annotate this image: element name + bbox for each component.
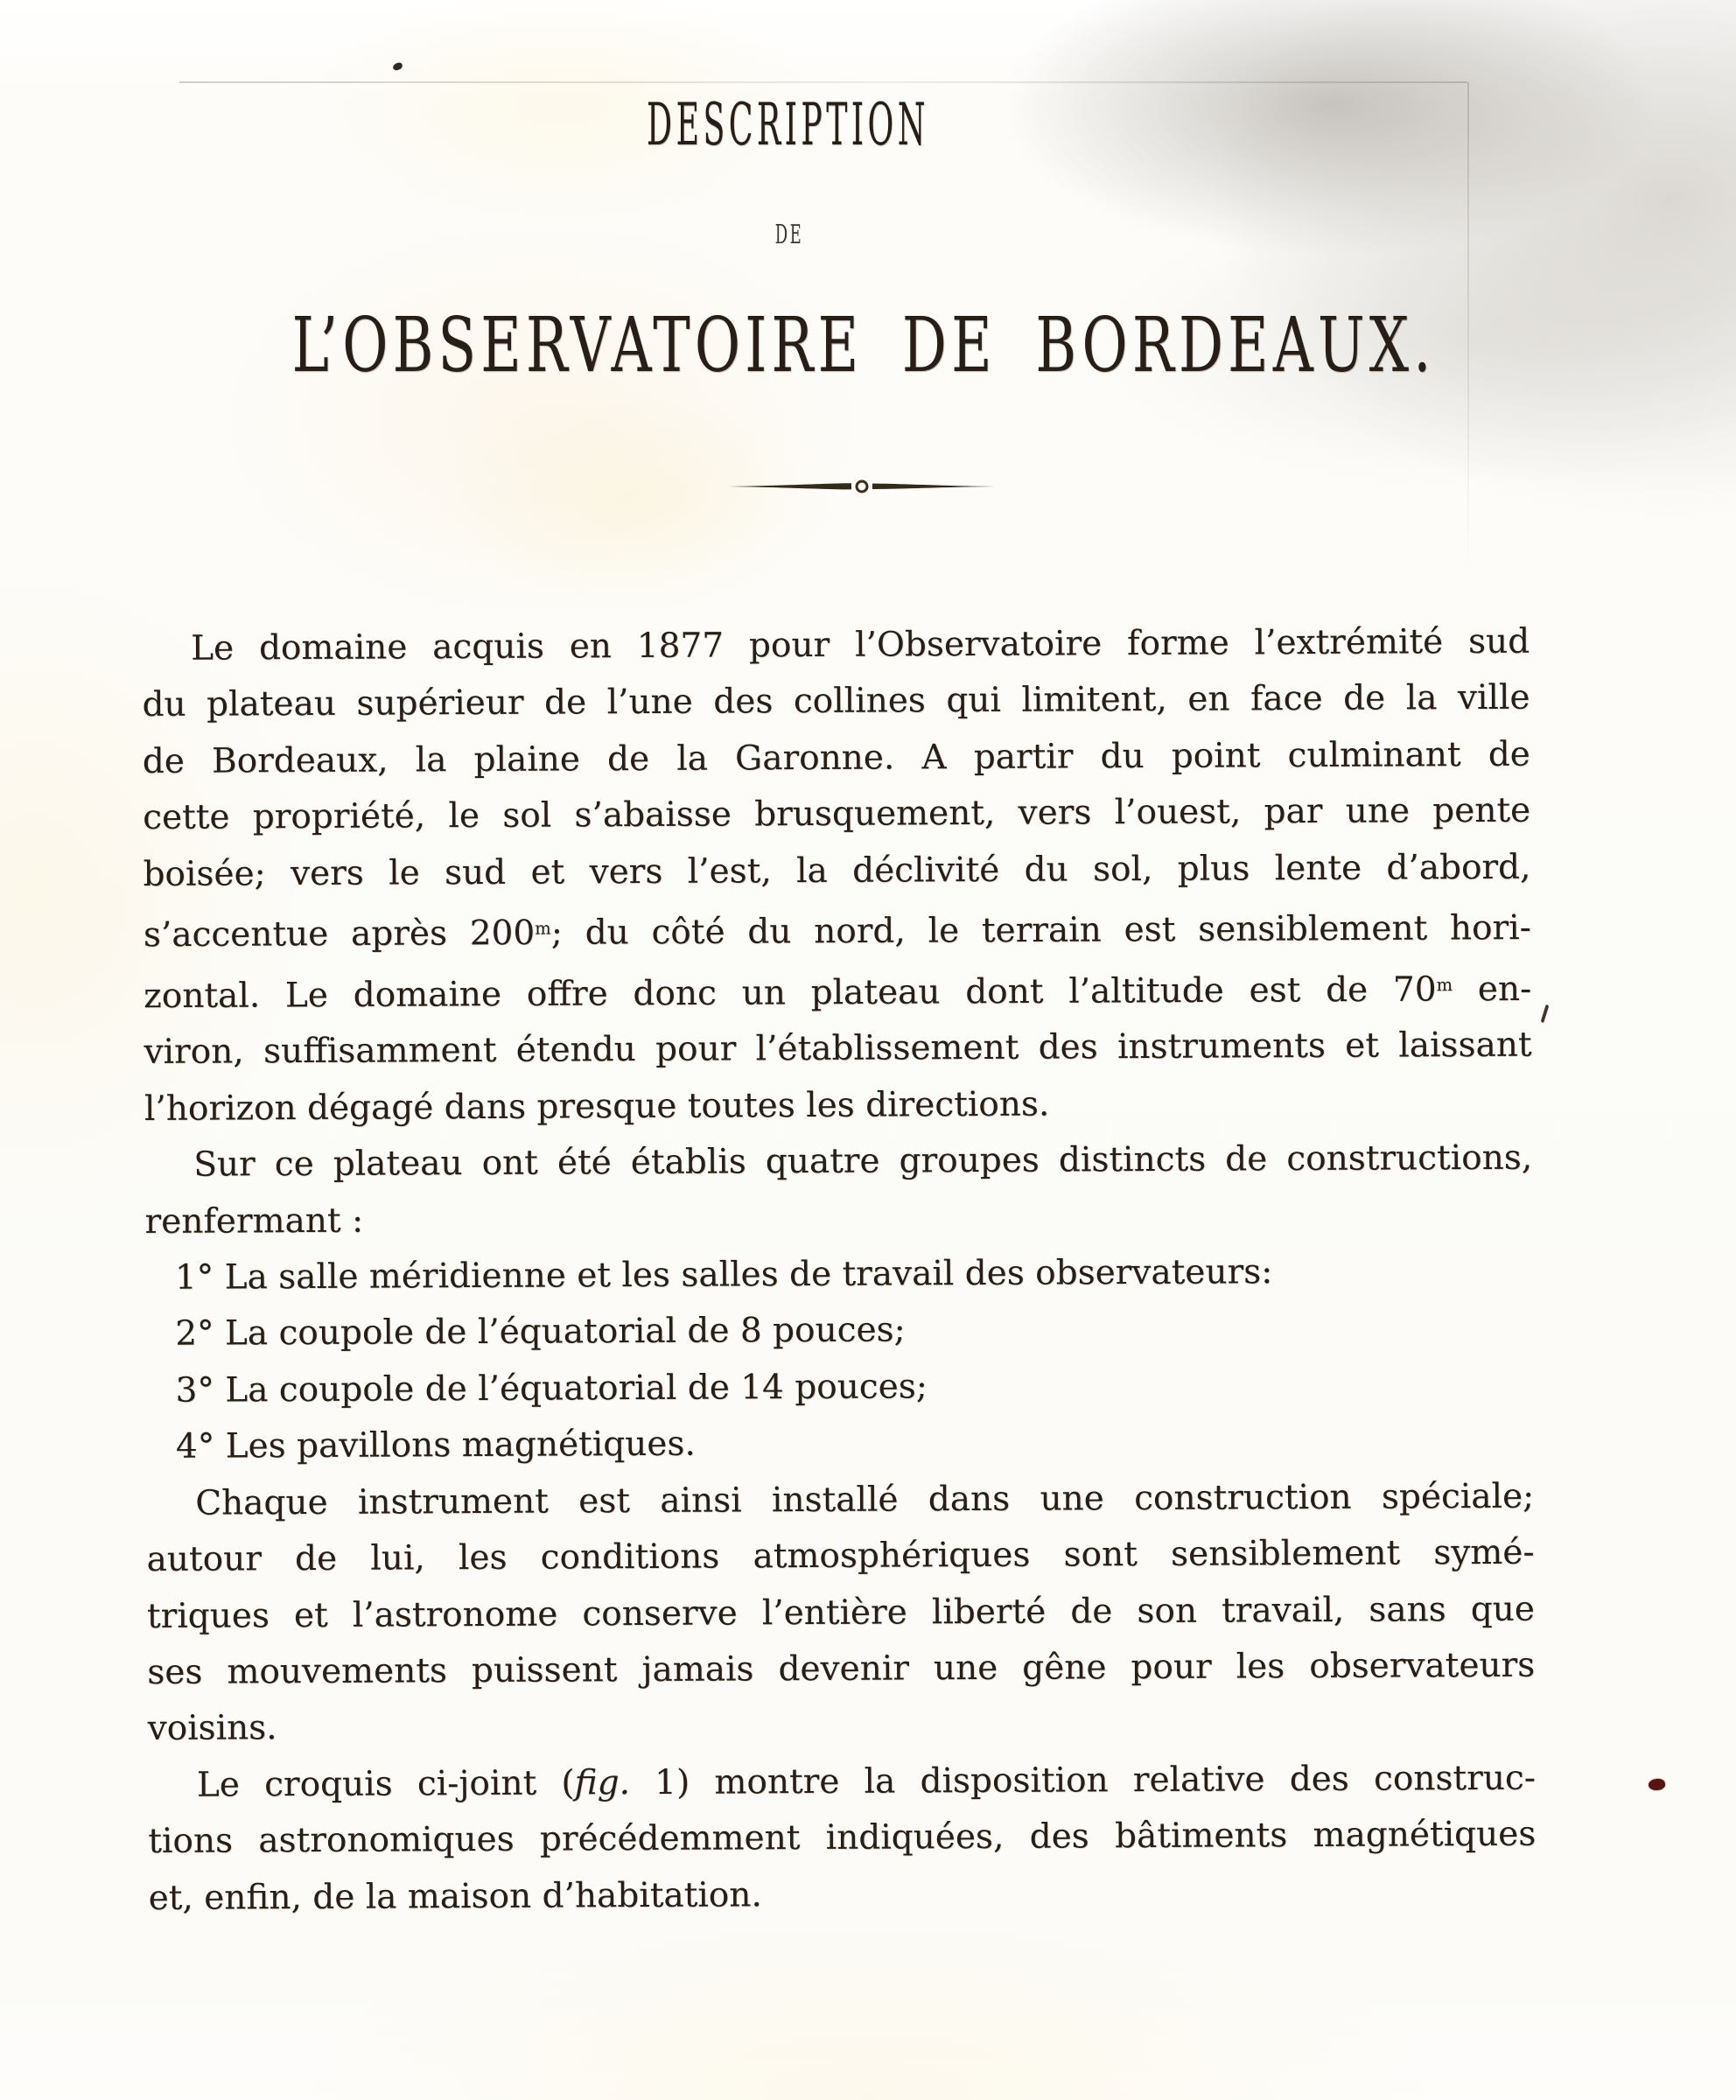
body-text	[142, 614, 1536, 1927]
superscript-m: m	[1436, 974, 1453, 995]
text-line	[144, 896, 1531, 964]
list-item: 2° La coupole de l’équatorial de 8 pouces;	[175, 1310, 906, 1354]
list-item: 4° Les pavillons magnétiques.	[175, 1424, 696, 1467]
text-line: autour de lui, les conditions atmosphériques sont sensiblement symé-	[146, 1532, 1535, 1580]
line-segment: 1) montre la disposition relative des construc-	[629, 1758, 1536, 1802]
text-line: de Bordeaux, la plaine de la Garonne. A partir du point culminant de	[142, 734, 1530, 781]
document-connector	[0, 222, 1657, 248]
red-ink-dot	[1648, 1778, 1666, 1792]
line-segment: Le croquis ci-joint (	[196, 1763, 575, 1805]
document-kicker	[0, 91, 1656, 158]
line-segment: s’accentue après 200	[143, 913, 536, 956]
text-line	[148, 1750, 1536, 1814]
text-line: et, enfin, de la maison d’habitation.	[148, 1874, 762, 1918]
text-line: viron, suffisamment étendu pour l’établissement des instruments et laissant	[144, 1026, 1532, 1073]
text-line: voisins.	[147, 1708, 277, 1749]
list-item: 1° La salle méridienne et les salles de travail des observateurs:	[174, 1252, 1273, 1298]
text-line: ses mouvements puissent jamais devenir une gêne pour les observateurs	[147, 1645, 1536, 1692]
ornament-divider	[729, 480, 995, 494]
line-segment: zontal. Le domaine offre donc un plateau dont l’altitude est de 70	[144, 970, 1437, 1017]
line-segment: en-	[1452, 969, 1532, 1010]
superscript-m: m	[535, 918, 551, 939]
text-line: tions astronomiques précédemment indiquées, des bâtiments magnétiques	[148, 1814, 1536, 1862]
figure-reference: fig.	[574, 1762, 631, 1803]
text-line	[144, 956, 1531, 1025]
text-line: cette propriété, le sol s’abaisse brusquement, vers l’ouest, par une pente	[143, 790, 1531, 838]
line-segment: ; du côté du nord, le terrain est sensiblement hori-	[550, 908, 1531, 953]
ink-speck	[392, 62, 403, 72]
text-line: du plateau supérieur de l’une des collines qui limitent, en face de la ville	[142, 678, 1530, 725]
text-line: renfermant :	[144, 1200, 364, 1242]
kicker-text: DESCRIPTION	[646, 91, 929, 158]
text-line: boisée; vers le sud et vers l’est, la déclivité du sol, plus lente d’abord,	[143, 847, 1531, 894]
text-line: Sur ce plateau ont été établis quatre groupes distincts de constructions,	[193, 1138, 1533, 1185]
text-line: Le domaine acquis en 1877 pour l’Observatoire forme l’extrémité sud	[191, 621, 1530, 668]
text-line: l’horizon dégagé dans presque toutes les directions.	[144, 1084, 1050, 1129]
title-text: L’OBSERVATOIRE DE BORDEAUX.	[291, 302, 1436, 389]
page-edge-horizontal	[179, 81, 1467, 83]
stray-pen-mark	[1541, 1004, 1550, 1024]
divider-rule-icon	[729, 480, 995, 494]
document-title	[0, 302, 1732, 389]
list-item: 3° La coupole de l’équatorial de 14 pouces;	[175, 1367, 928, 1410]
text-line: Chaque instrument est ainsi installé dans une construction spéciale;	[195, 1476, 1535, 1523]
text-line: triques et l’astronome conserve l’entière liberté de son travail, sans que	[146, 1589, 1536, 1636]
connector-text: DE	[774, 220, 804, 250]
